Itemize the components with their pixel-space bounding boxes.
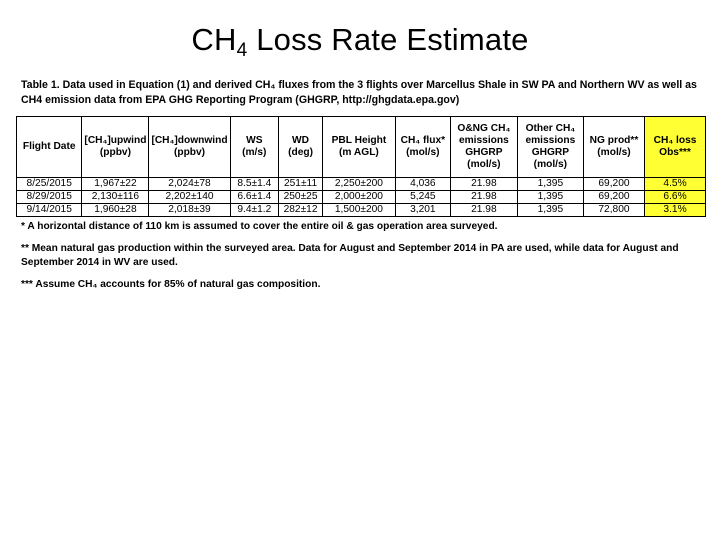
cell-ch4-flux: 4,036	[395, 178, 450, 191]
header-row	[17, 117, 706, 178]
cell-other-emissions: 1,395	[517, 204, 583, 217]
cell-ch4-downwind: 2,018±39	[149, 204, 230, 217]
col-header-other-emissions: Other CH₄ emissions GHGRP (mol/s)	[517, 117, 583, 178]
cell-ch4-flux: 3,201	[395, 204, 450, 217]
cell-ong-emissions: 21.98	[450, 191, 517, 204]
table-caption: Table 1. Data used in Equation (1) and derived CH₄ fluxes from the 3 flights over Marcellus Shale in SW PA and Northern WV as well as CH4 emission data from EPA GHG Reporting Program (GHGRP, http://ghgdata.epa.gov)	[21, 79, 697, 106]
footnotes	[21, 220, 711, 300]
cell-ch4-downwind: 2,024±78	[149, 178, 230, 191]
cell-other-emissions: 1,395	[517, 191, 583, 204]
cell-ch4-loss: 6.6%	[645, 191, 706, 204]
col-header-ch4-flux: CH₄ flux* (mol/s)	[395, 117, 450, 178]
footnote-1: * A horizontal distance of 110 km is assumed to cover the entire oil & gas operation area surveyed.	[21, 221, 498, 232]
cell-ch4-downwind: 2,202±140	[149, 191, 230, 204]
col-header-ch4-downwind: [CH₄]downwind (ppbv)	[149, 117, 230, 178]
footnote-2: ** Mean natural gas production within the surveyed area. Data for August and September 2014 in PA are used, while data for August and September 2014 in WV are used.	[21, 243, 679, 268]
cell-flight-date: 9/14/2015	[17, 204, 82, 217]
table-row	[17, 204, 706, 217]
col-header-pbl-height: PBL Height (m AGL)	[323, 117, 396, 178]
table-row	[17, 191, 706, 204]
cell-ch4-loss: 4.5%	[645, 178, 706, 191]
cell-ch4-upwind: 1,960±28	[82, 204, 149, 217]
cell-flight-date: 8/25/2015	[17, 178, 82, 191]
cell-ws: 9.4±1.2	[230, 204, 278, 217]
cell-ng-prod: 69,200	[583, 191, 644, 204]
cell-pbl-height: 1,500±200	[323, 204, 396, 217]
cell-ch4-upwind: 1,967±22	[82, 178, 149, 191]
cell-flight-date: 8/29/2015	[17, 191, 82, 204]
cell-ws: 8.5±1.4	[230, 178, 278, 191]
cell-pbl-height: 2,000±200	[323, 191, 396, 204]
col-header-wd: WD (deg)	[278, 117, 322, 178]
cell-wd: 250±25	[278, 191, 322, 204]
cell-pbl-height: 2,250±200	[323, 178, 396, 191]
cell-ong-emissions: 21.98	[450, 204, 517, 217]
cell-ws: 6.6±1.4	[230, 191, 278, 204]
page-title: $CH_4$ Loss Rate Estimate	[191, 22, 529, 61]
cell-other-emissions: 1,395	[517, 178, 583, 191]
cell-ong-emissions: 21.98	[450, 178, 517, 191]
col-header-ws: WS (m/s)	[230, 117, 278, 178]
cell-ng-prod: 69,200	[583, 178, 644, 191]
cell-wd: 282±12	[278, 204, 322, 217]
footnote-3: *** Assume CH₄ accounts for 85% of natural gas composition.	[21, 279, 321, 290]
cell-ch4-flux: 5,245	[395, 191, 450, 204]
cell-ng-prod: 72,800	[583, 204, 644, 217]
col-header-ng-prod: NG prod** (mol/s)	[583, 117, 644, 178]
col-header-flight-date: Flight Date	[17, 117, 82, 178]
cell-ch4-upwind: 2,130±116	[82, 191, 149, 204]
data-table	[16, 116, 706, 217]
cell-wd: 251±11	[278, 178, 322, 191]
col-header-ong-emissions: O&NG CH₄ emissions GHGRP (mol/s)	[450, 117, 517, 178]
col-header-ch4-upwind: [CH₄]upwind (ppbv)	[82, 117, 149, 178]
table-row	[17, 178, 706, 191]
col-header-ch4-loss: CH₄ loss Obs***	[645, 117, 706, 178]
cell-ch4-loss: 3.1%	[645, 204, 706, 217]
